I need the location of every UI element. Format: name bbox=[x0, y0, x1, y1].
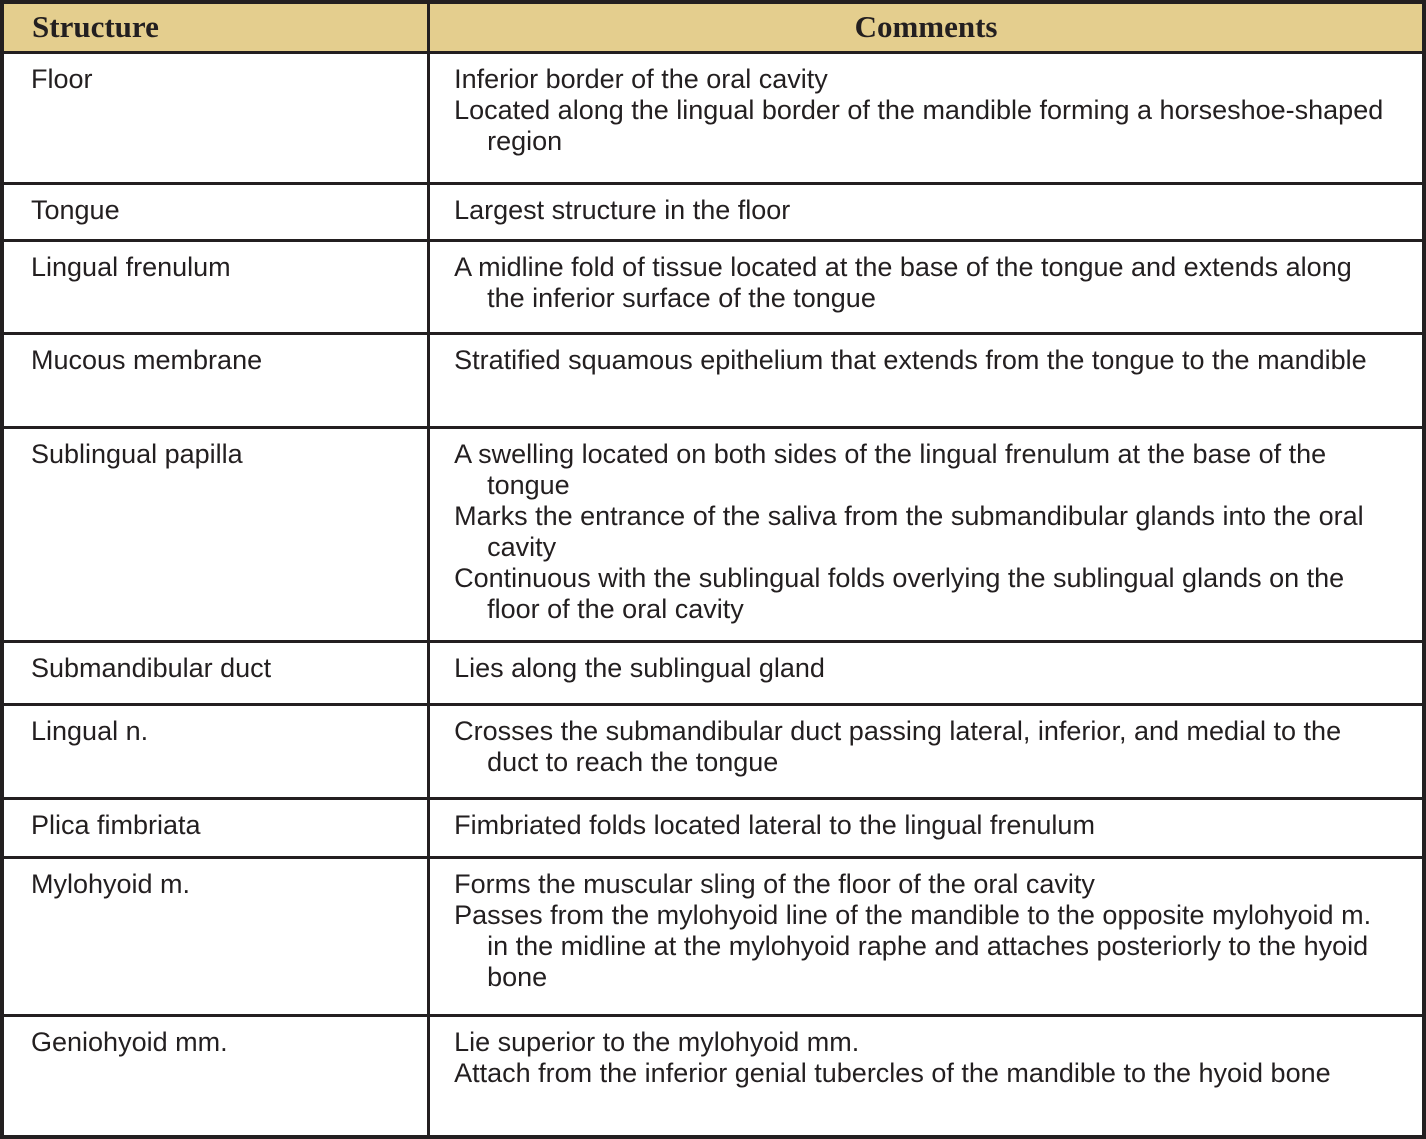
comments-cell bbox=[429, 858, 1424, 1016]
structure-cell: Tongue bbox=[2, 184, 429, 241]
table-row bbox=[2, 642, 1424, 705]
comments-cell bbox=[429, 427, 1424, 641]
comments-cell bbox=[429, 53, 1424, 184]
column-header-structure: Structure bbox=[2, 2, 429, 53]
structure-cell: Plica fimbriata bbox=[2, 798, 429, 858]
comment-line: Stratified squamous epithelium that extends from the tongue to the mandible bbox=[454, 344, 1367, 375]
comment-line: A midline fold of tissue located at the base of the tongue and extends along the inferior surface of the tongue bbox=[454, 251, 1352, 313]
comments-cell bbox=[429, 704, 1424, 798]
table-row bbox=[2, 858, 1424, 1016]
comment-line: Lies along the sublingual gland bbox=[454, 653, 825, 684]
comment-line: Crosses the submandibular duct passing lateral, inferior, and medial to the duct to reach the tongue bbox=[454, 715, 1342, 777]
table-row bbox=[2, 704, 1424, 798]
comment-line: Largest structure in the floor bbox=[454, 195, 791, 226]
comments-cell bbox=[429, 798, 1424, 858]
structure-cell: Lingual n. bbox=[2, 704, 429, 798]
structure-cell: Mylohyoid m. bbox=[2, 858, 429, 1016]
table-row bbox=[2, 240, 1424, 333]
structure-cell: Geniohyoid mm. bbox=[2, 1016, 429, 1137]
comments-cell bbox=[429, 333, 1424, 427]
table-row bbox=[2, 427, 1424, 641]
comment-line: Attach from the inferior genial tubercles of the mandible to the hyoid bone bbox=[454, 1058, 1331, 1089]
comments-cell bbox=[429, 184, 1424, 241]
table-row bbox=[2, 53, 1424, 184]
comment-line: Marks the entrance of the saliva from the submandibular glands into the oral cavity bbox=[454, 500, 1364, 562]
structure-cell: Floor bbox=[2, 53, 429, 184]
table-row bbox=[2, 184, 1424, 241]
comment-line: Continuous with the sublingual folds overlying the sublingual glands on the floor of the oral cavity bbox=[454, 562, 1345, 624]
comment-line: A swelling located on both sides of the lingual frenulum at the base of the tongue bbox=[454, 438, 1327, 500]
comments-cell bbox=[429, 1016, 1424, 1137]
comment-line: Located along the lingual border of the mandible forming a horseshoe-shaped region bbox=[454, 95, 1384, 156]
comment-line: Passes from the mylohyoid line of the mandible to the opposite mylohyoid m. in the midline at the mylohyoid raphe and attaches posteriorly to the hyoid bone bbox=[454, 900, 1372, 993]
structure-cell: Sublingual papilla bbox=[2, 427, 429, 641]
comment-line: Fimbriated folds located lateral to the lingual frenulum bbox=[454, 809, 1095, 840]
comment-line: Lie superior to the mylohyoid mm. bbox=[454, 1027, 860, 1058]
table-row bbox=[2, 798, 1424, 858]
structure-cell: Mucous membrane bbox=[2, 333, 429, 427]
comments-cell bbox=[429, 642, 1424, 705]
comment-line: Inferior border of the oral cavity bbox=[454, 64, 828, 94]
table-row bbox=[2, 1016, 1424, 1137]
table-header-row bbox=[2, 2, 1424, 53]
structure-cell: Submandibular duct bbox=[2, 642, 429, 705]
table-row bbox=[2, 333, 1424, 427]
comments-cell bbox=[429, 240, 1424, 333]
structure-cell: Lingual frenulum bbox=[2, 240, 429, 333]
comment-line: Forms the muscular sling of the floor of the oral cavity bbox=[454, 869, 1095, 900]
column-header-comments: Comments bbox=[429, 2, 1424, 53]
